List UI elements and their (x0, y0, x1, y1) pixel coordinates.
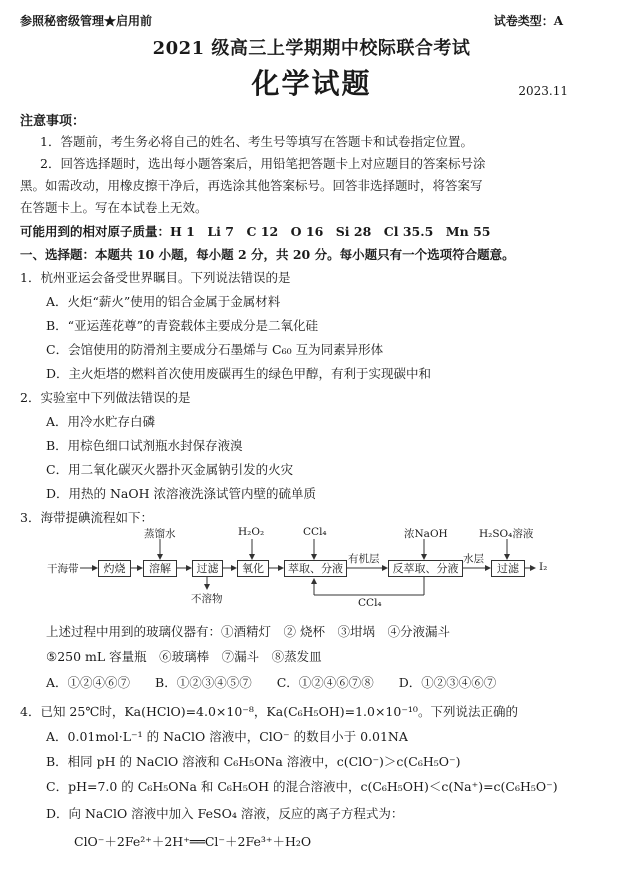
flow-start: 干海带 (47, 563, 79, 575)
notice-item-1: 1．答题前，考生务必将自己的姓名、考生号等填写在答题卡和试卷指定位置。 (40, 134, 473, 149)
label-aqueous-layer: 水层 (463, 553, 484, 565)
paper-type-label: 试卷类型：A (493, 14, 563, 28)
q4-equation: ClO⁻＋2Fe²⁺＋2H⁺══Cl⁻＋2Fe³⁺＋H₂O (74, 834, 312, 849)
reagent-naoh: 浓NaOH (404, 528, 448, 540)
label-ccl4-recycle: CCl₄ (358, 597, 382, 609)
section-1-heading: 一、选择题：本题共 10 小题，每小题 2 分，共 20 分。每小题只有一个选项符合题意。 (20, 247, 515, 262)
q3-instruments-line-1: 上述过程中用到的玻璃仪器有：①酒精灯 ② 烧杯 ③坩埚 ④分液漏斗 (46, 624, 450, 639)
notice-item-2-line-2: 黑。如需改动，用橡皮擦干净后，再选涂其他答案标号。回答非选择题时，将答案写 (20, 178, 483, 193)
q1-option-c: C．会馆使用的防滑剂主要成分石墨烯与 C₆₀ 互为同素异形体 (46, 342, 384, 357)
exam-date: 2023.11 (518, 84, 568, 98)
q4-stem: 4．已知 25℃时，Ka(HClO)=4.0×10⁻⁸，Ka(C₆H₅OH)=1.0×10⁻¹⁰。下列说法正确的 (20, 704, 518, 719)
q2-option-a: A．用冷水贮存白磷 (46, 414, 156, 429)
flow-step-oxidize: 氧化 (237, 560, 269, 577)
q2-stem: 2．实验室中下列做法错误的是 (20, 390, 191, 405)
notice-title: 注意事项： (20, 114, 86, 129)
q1-stem: 1．杭州亚运会备受世界瞩目。下列说法错误的是 (20, 270, 291, 285)
q1-option-d: D．主火炬塔的燃料首次使用废碳再生的绿色甲醇，有利于实现碳中和 (46, 366, 432, 381)
q2-option-c: C．用二氧化碳灭火器扑灭金属钠引发的火灾 (46, 462, 294, 477)
notice-item-2-line-3: 在答题卡上。写在本试卷上无效。 (20, 200, 208, 215)
q1-option-b: B．“亚运莲花尊”的青瓷载体主要成分是二氧化硅 (46, 318, 318, 333)
flow-step-dissolve: 溶解 (143, 560, 177, 577)
q3-stem: 3．海带提碘流程如下： (20, 510, 153, 525)
reagent-h2so4: H₂SO₄溶液 (479, 528, 534, 540)
q4-option-b: B．相同 pH 的 NaClO 溶液和 C₆H₅ONa 溶液中，c(ClO⁻)＞c(C₆H₅O⁻) (46, 754, 461, 769)
q4-option-a: A．0.01mol·L⁻¹ 的 NaClO 溶液中，ClO⁻ 的数目小于 0.01NA (46, 729, 408, 744)
flow-step-filter-1: 过滤 (192, 560, 223, 577)
q3-options: A．①②④⑥⑦ B．①②③④⑤⑦ C．①②④⑥⑦⑧ D．①②③④⑥⑦ (46, 675, 497, 690)
q4-option-c: C．pH=7.0 的 C₆H₅ONa 和 C₆H₅OH 的混合溶液中，c(C₆H₅OH)＜c(Na⁺)=c(C₆H₅O⁻) (46, 779, 558, 794)
q2-option-d: D．用热的 NaOH 浓溶液洗涤试管内壁的硫单质 (46, 486, 317, 501)
reagent-h2o2: H₂O₂ (238, 526, 265, 538)
flow-end-iodine: I₂ (539, 561, 548, 573)
q3-instruments-line-2: ⑤250 mL 容量瓶 ⑥玻璃棒 ⑦漏斗 ⑧蒸发皿 (46, 649, 322, 664)
flow-step-extract: 萃取、分液 (284, 560, 347, 577)
reagent-ccl4: CCl₄ (303, 526, 327, 538)
flow-step-filter-2: 过滤 (491, 560, 525, 577)
q2-option-b: B．用棕色细口试剂瓶水封保存液溴 (46, 438, 243, 453)
confidential-label: 参照秘密级管理★启用前 (20, 14, 153, 28)
flow-step-calcine: 灼烧 (98, 560, 131, 577)
q3-flowchart (0, 525, 623, 615)
reagent-distilled-water: 蒸馏水 (144, 528, 176, 540)
exam-title: 2021 级高三上学期期中校际联合考试 (152, 38, 471, 59)
atomic-masses: 可能用到的相对原子质量：H 1 Li 7 C 12 O 16 Si 28 Cl 35.5 Mn 55 (20, 224, 491, 239)
notice-item-2-line-1: 2．回答选择题时，选出每小题答案后，用铅笔把答题卡上对应题目的答案标号涂 (40, 156, 486, 171)
q1-option-a: A．火炬“薪火”使用的铝合金属于金属材料 (46, 294, 281, 309)
flow-step-back-extract: 反萃取、分液 (388, 560, 463, 577)
q4-option-d: D．向 NaClO 溶液中加入 FeSO₄ 溶液，反应的离子方程式为： (46, 806, 404, 821)
label-insoluble: 不溶物 (191, 593, 223, 605)
subject-title: 化学试题 (251, 67, 372, 100)
label-organic-layer: 有机层 (348, 553, 380, 565)
